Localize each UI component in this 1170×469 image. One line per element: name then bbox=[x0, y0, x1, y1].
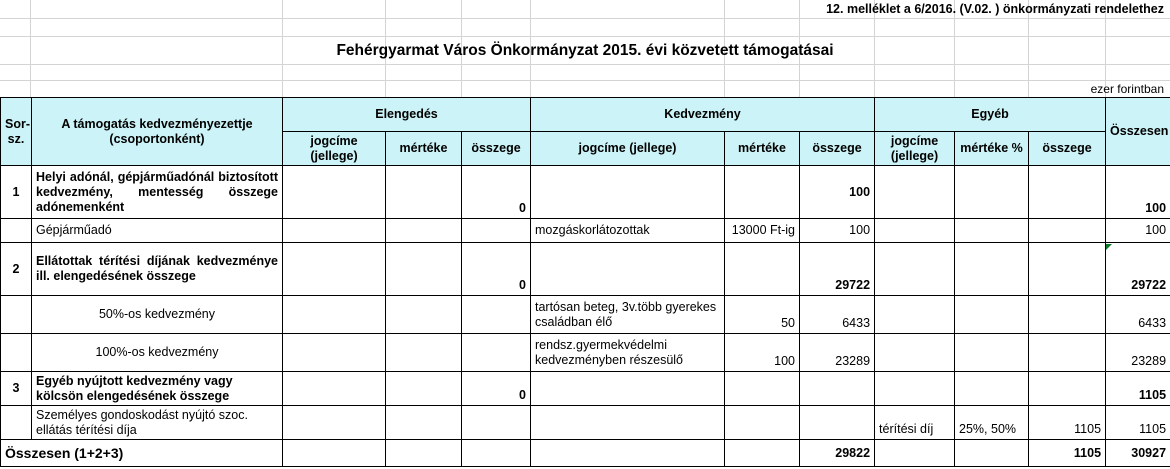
header-elengedes: Elengedés bbox=[283, 98, 531, 132]
el-osszege: 0 bbox=[462, 243, 531, 296]
header-k-osszege: összege bbox=[800, 132, 875, 166]
header-el-merteke: mértéke bbox=[386, 132, 462, 166]
table-row bbox=[1, 166, 1170, 219]
k-osszege: 100 bbox=[800, 219, 875, 243]
row-number: 2 bbox=[1, 243, 32, 296]
row-total: 1105 bbox=[1106, 372, 1170, 406]
page-title: Fehérgyarmat Város Önkormányzat 2015. évi közvetett támogatásai bbox=[336, 42, 834, 59]
header-row-number: Sor-sz. bbox=[1, 98, 32, 166]
header-e-osszege: összege bbox=[1029, 132, 1106, 166]
row-number: 1 bbox=[1, 166, 32, 219]
table-row bbox=[1, 219, 1170, 243]
total-row bbox=[1, 440, 1170, 467]
e-jogcime: térítési díj bbox=[875, 406, 955, 440]
total-label: Összesen (1+2+3) bbox=[1, 440, 283, 467]
total-k-osszege: 29822 bbox=[800, 440, 875, 467]
header-k-jogcime: jogcíme (jellege) bbox=[531, 132, 725, 166]
header-el-osszege: összege bbox=[462, 132, 531, 166]
k-merteke: 50 bbox=[725, 296, 800, 334]
row-name: 100%-os kedvezmény bbox=[32, 334, 283, 372]
k-merteke: 100 bbox=[725, 334, 800, 372]
table-row bbox=[1, 296, 1170, 334]
row-total: 1105 bbox=[1106, 406, 1170, 440]
header-osszesen: Összesen bbox=[1106, 98, 1170, 166]
header-k-merteke: mértéke bbox=[725, 132, 800, 166]
header-kedvezmeny: Kedvezmény bbox=[531, 98, 875, 132]
row-name: Ellátottak térítési díjának kedvezménye ill. elengedésének összege bbox=[32, 243, 283, 296]
header-e-jogcime: jogcíme (jellege) bbox=[875, 132, 955, 166]
comment-indicator-icon bbox=[1106, 244, 1112, 250]
row-total: 29722 bbox=[1106, 243, 1170, 296]
row-name: Egyéb nyújtott kedvezmény vagy kölcsön elengedésének összege bbox=[32, 372, 283, 406]
table-row bbox=[1, 372, 1170, 406]
header-beneficiary: A támogatás kedvezményezettje (csoportonként) bbox=[32, 98, 283, 166]
table-row bbox=[1, 334, 1170, 372]
k-jogcime bbox=[531, 166, 725, 219]
header-el-jogcime: jogcíme (jellege) bbox=[283, 132, 386, 166]
row-number: 3 bbox=[1, 372, 32, 406]
k-osszege: 23289 bbox=[800, 334, 875, 372]
annex-reference: 12. melléklet a 6/2016. (V.02. ) önkormányzati rendelethez bbox=[826, 2, 1164, 16]
k-osszege: 29722 bbox=[800, 243, 875, 296]
e-osszege: 1105 bbox=[1029, 406, 1106, 440]
e-merteke: 25%, 50% bbox=[955, 406, 1029, 440]
k-osszege: 100 bbox=[800, 166, 875, 219]
row-name: Helyi adónál, gépjárműadónál biztosított kedvezmény, mentesség összege adónemenként bbox=[32, 166, 283, 219]
row-total: 100 bbox=[1106, 166, 1170, 219]
header-egyeb: Egyéb bbox=[875, 98, 1106, 132]
el-osszege: 0 bbox=[462, 166, 531, 219]
total-e-osszege: 1105 bbox=[1029, 440, 1106, 467]
row-name: Gépjárműadó bbox=[32, 219, 283, 243]
k-jogcime: rendsz.gyermekvédelmi kedvezményben részesülő bbox=[531, 334, 725, 372]
table-row bbox=[1, 406, 1170, 440]
k-merteke: 13000 Ft-ig bbox=[725, 219, 800, 243]
header-e-merteke: mértéke % bbox=[955, 132, 1029, 166]
k-osszege: 6433 bbox=[800, 296, 875, 334]
el-osszege: 0 bbox=[462, 372, 531, 406]
support-table bbox=[0, 97, 1170, 467]
row-name: 50%-os kedvezmény bbox=[32, 296, 283, 334]
row-total: 23289 bbox=[1106, 334, 1170, 372]
k-merteke bbox=[725, 166, 800, 219]
k-jogcime: mozgáskorlátozottak bbox=[531, 219, 725, 243]
row-total: 100 bbox=[1106, 219, 1170, 243]
grand-total: 30927 bbox=[1106, 440, 1170, 467]
row-total: 6433 bbox=[1106, 296, 1170, 334]
unit-label: ezer forintban bbox=[1090, 82, 1164, 96]
k-jogcime: tartósan beteg, 3v.több gyerekes családban élő bbox=[531, 296, 725, 334]
table-row bbox=[1, 243, 1170, 296]
row-name: Személyes gondoskodást nyújtó szoc. ellátás térítési díja bbox=[32, 406, 283, 440]
